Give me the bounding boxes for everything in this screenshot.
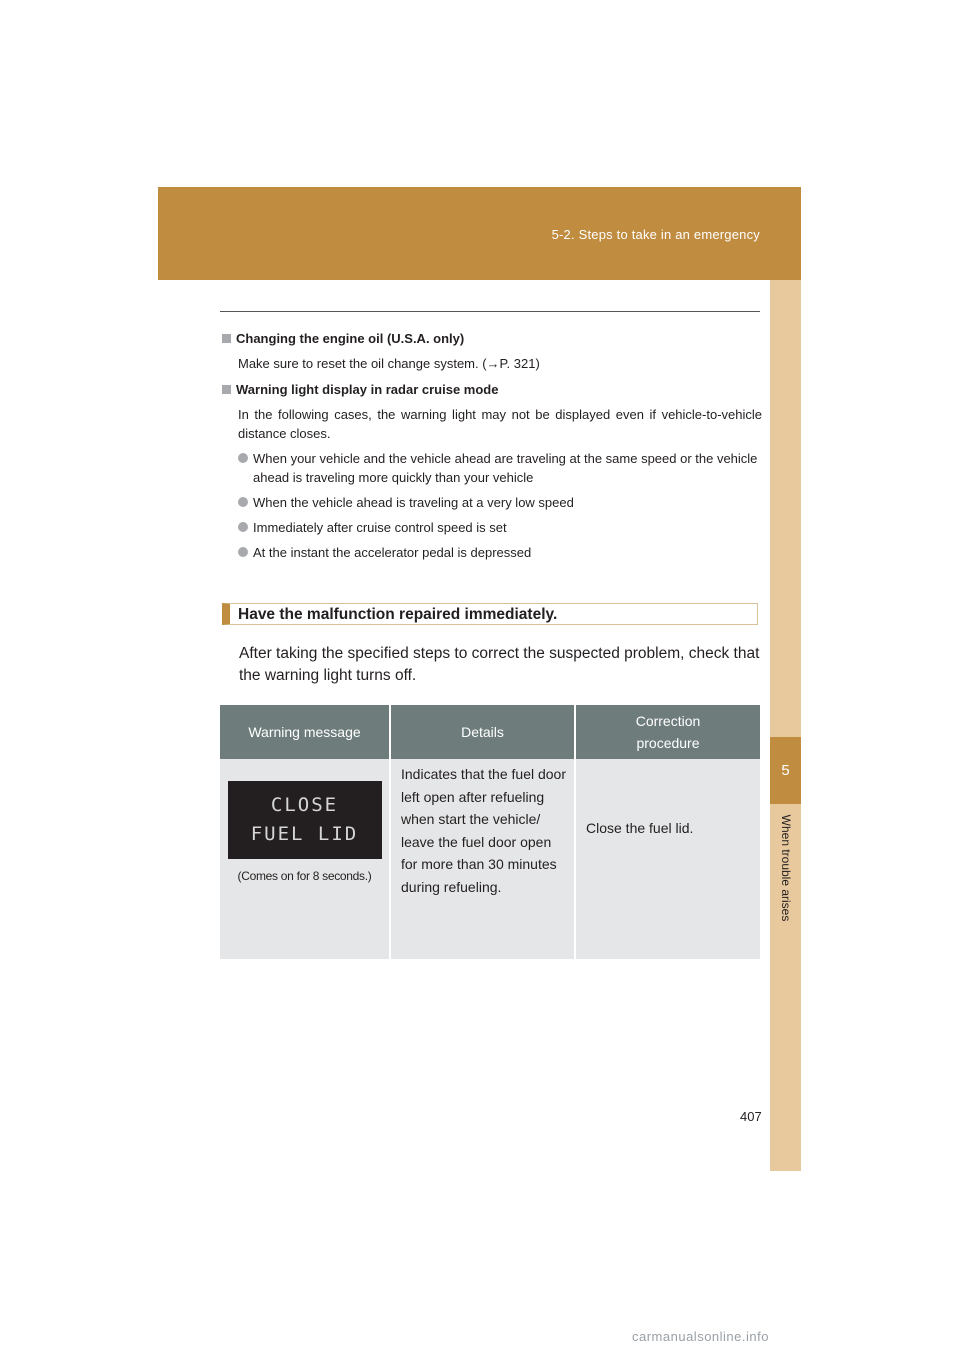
list-item: At the instant the accelerator pedal is depressed	[238, 543, 762, 562]
display-line: FUEL LID	[250, 823, 359, 845]
section-divider	[220, 311, 760, 312]
warning-message-cell	[220, 759, 390, 959]
watermark: carmanualsonline.info	[632, 1329, 769, 1344]
repair-heading: Have the malfunction repaired immediately.	[222, 603, 758, 625]
section-body: Make sure to reset the oil change system. (→P. 321)	[238, 356, 540, 371]
display-line: CLOSE	[270, 794, 339, 816]
section-heading-engine-oil	[222, 330, 762, 348]
circle-bullet-icon	[238, 547, 248, 557]
circle-bullet-icon	[238, 522, 248, 532]
procedure-cell: Close the fuel lid.	[575, 759, 760, 959]
list-item: When the vehicle ahead is traveling at a very low speed	[238, 493, 762, 512]
column-header-warning-message: Warning message	[220, 705, 390, 759]
section-heading-radar-cruise	[222, 381, 762, 399]
case-list	[238, 449, 762, 562]
fuel-lid-display-icon	[228, 781, 382, 859]
header-band	[158, 187, 801, 280]
chapter-title: When trouble arises	[779, 814, 793, 922]
list-item: Immediately after cruise control speed is set	[238, 518, 762, 537]
section-heading-text: Warning light display in radar cruise mode	[236, 382, 499, 397]
repair-intro: After taking the specified steps to correct the suspected problem, check that the warning light turns off.	[239, 645, 760, 684]
section-title: 5-2. Steps to take in an emergency	[551, 227, 760, 242]
details-cell: Indicates that the fuel door left open after refueling when start the vehicle/ leave the fuel door open for more than 30 minutes during refueling.	[390, 759, 575, 959]
column-header-details: Details	[390, 705, 575, 759]
column-header-correction-procedure: Correction procedure	[575, 705, 760, 759]
table-row	[220, 759, 760, 959]
notes-content	[222, 330, 762, 568]
warning-table	[220, 705, 760, 959]
square-bullet-icon	[222, 334, 231, 343]
section-heading-text: Changing the engine oil (U.S.A. only)	[236, 331, 465, 346]
display-note: (Comes on for 8 seconds.)	[237, 869, 372, 883]
side-strip	[770, 280, 801, 1171]
section-body: In the following cases, the warning light may not be displayed even if vehicle-to-vehicle distance closes.	[238, 407, 762, 441]
circle-bullet-icon	[238, 453, 248, 463]
circle-bullet-icon	[238, 497, 248, 507]
list-item: When your vehicle and the vehicle ahead are traveling at the same speed or the vehicle ahead is traveling more quickly than your vehicle	[238, 449, 762, 487]
table-header-row	[220, 705, 760, 759]
square-bullet-icon	[222, 385, 231, 394]
page-number: 407	[740, 1109, 762, 1124]
chapter-tab[interactable]: 5	[770, 737, 801, 804]
